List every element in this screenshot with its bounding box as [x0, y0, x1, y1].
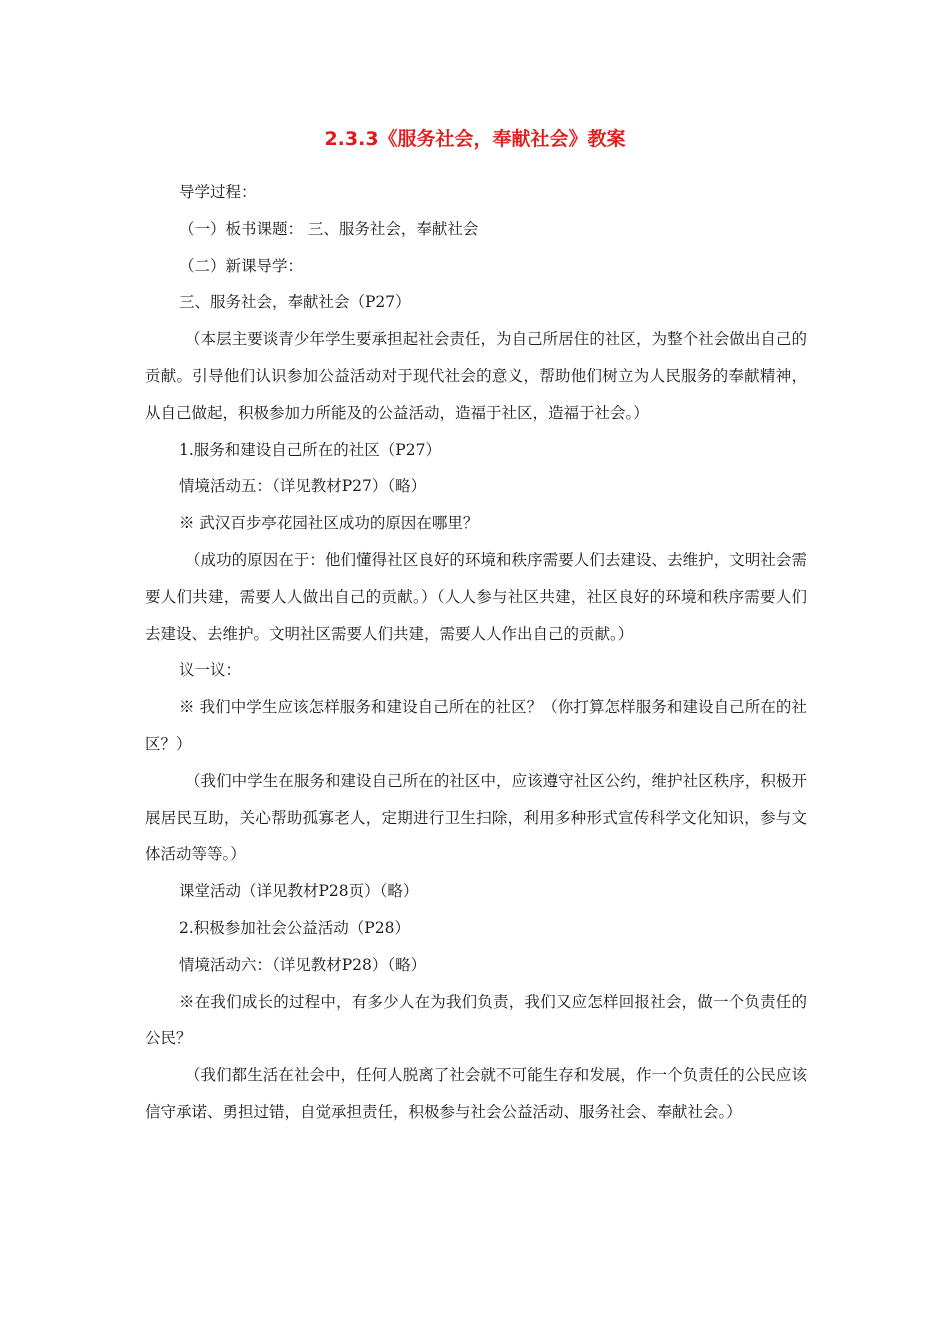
document-title: 2.3.3《服务社会，奉献社会》教案: [324, 128, 626, 150]
paragraph-answer-community: （我们中学生在服务和建设自己所在的社区中，应该遵守社区公约，维护社区秩序，积极开展居民互助，关心帮助孤寡老人，定期进行卫生扫除，利用多种形式宣传科学文化知识，参与文体活动等等。）: [145, 771, 807, 864]
paragraph-section-three: 三、服务社会，奉献社会（P27）: [179, 293, 411, 312]
paragraph-new-lesson: （二）新课导学：: [179, 256, 304, 275]
paragraph-activity-five: 情境活动五：（详见教材P27）（略）: [179, 477, 427, 496]
paragraph-answer-responsibility: （我们都生活在社会中，任何人脱离了社会就不可能生存和发展，作一个负责任的公民应该信守承诺、勇担过错，自觉承担责任，积极参与社会公益活动、服务社会、奉献社会。）: [145, 1066, 807, 1121]
paragraph-subsection-one: 1.服务和建设自己所在的社区（P27）: [179, 440, 441, 459]
paragraph-class-activity: 课堂活动（详见教材P28页）（略）: [179, 882, 419, 901]
paragraph-answer-wuhan: （成功的原因在于：他们懂得社区良好的环境和秩序需要人们去建设、去维护，文明社会需要人们共建，需要人人做出自己的贡献。）（人人参与社区共建，社区良好的环境和秩序需要人们去建设、去维护。文明社区需要人们共建，需要人人作出自己的贡献。）: [145, 550, 807, 643]
document-body: [145, 174, 807, 1131]
paragraph-question-responsibility: ※在我们成长的过程中，有多少人在为我们负责，我们又应怎样回报社会，做一个负责任的公民？: [145, 992, 807, 1048]
paragraph-board-topic: （一）板书课题： 三、服务社会，奉献社会: [179, 219, 479, 238]
paragraph-subsection-two: 2.积极参加社会公益活动（P28）: [179, 918, 410, 937]
paragraph-activity-six: 情境活动六：（详见教材P28）（略）: [179, 955, 427, 974]
paragraph-question-wuhan: ※ 武汉百步亭花园社区成功的原因在哪里？: [179, 514, 479, 533]
paragraph-discuss: 议一议：: [179, 661, 242, 680]
paragraph-section-overview: （本层主要谈青少年学生要承担起社会责任，为自己所居住的社区，为整个社会做出自己的贡献。引导他们认识参加公益活动对于现代社会的意义，帮助他们树立为人民服务的奉献精神，从自己做起，积极参加力所能及的公益活动，造福于社区，造福于社会。）: [145, 330, 807, 422]
paragraph-question-community: ※ 我们中学生应该怎样服务和建设自己所在的社区？（你打算怎样服务和建设自己所在的社区？）: [145, 698, 807, 753]
paragraph-guide-process: 导学过程：: [179, 183, 257, 201]
